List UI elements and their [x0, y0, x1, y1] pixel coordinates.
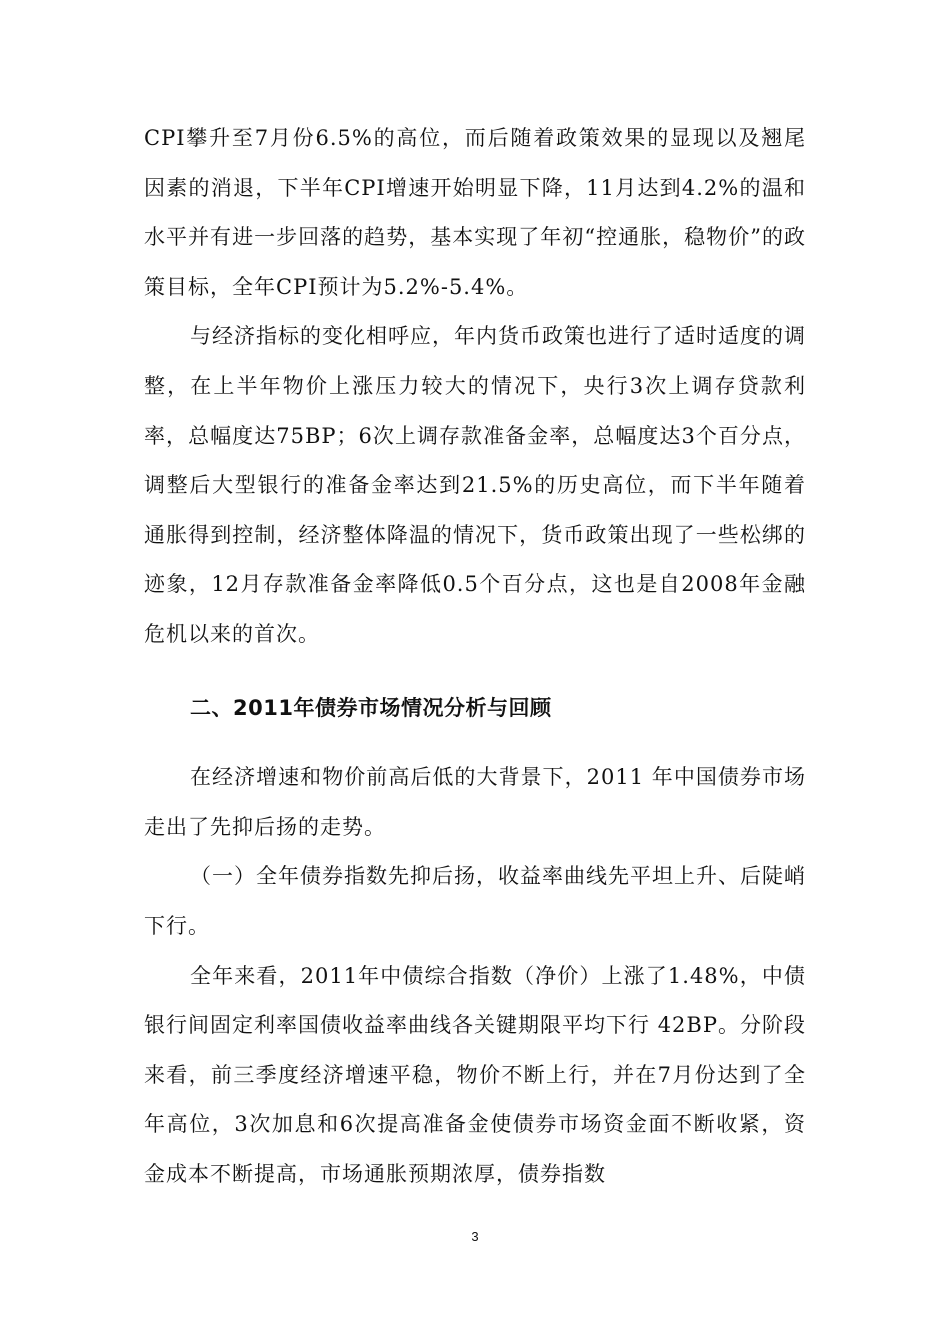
document-body — [144, 114, 806, 1199]
paragraph-market-overview: 在经济增速和物价前高后低的大背景下，2011 年中国债券市场走出了先抑后扬的走势。 — [144, 765, 806, 839]
section-heading: 二、2011年债券市场情况分析与回顾 — [190, 695, 552, 720]
paragraph-monetary-policy: 与经济指标的变化相呼应，年内货币政策也进行了适时适度的调整，在上半年物价上涨压力较大的情况下，央行3次上调存贷款利率，总幅度达75BP；6次上调存款准备金率，总幅度达3个百分点，调整后大型银行的准备金率达到21.5%的历史高位，而下半年随着通胀得到控制，经济整体降温的情况下，货币政策出现了一些松绑的迹象，12月存款准备金率降低0.5个百分点，这也是自2008年金融危机以来的首次。 — [144, 324, 806, 646]
page-number: 3 — [471, 1229, 479, 1244]
paragraph-cpi-trend: CPI攀升至7月份6.5%的高位，而后随着政策效果的显现以及翘尾因素的消退，下半年CPI增速开始明显下降，11月达到4.2%的温和水平并有进一步回落的趋势，基本实现了年初“控通胀，稳物价”的政策目标，全年CPI预计为5.2%-5.4%。 — [144, 126, 806, 299]
paragraph-annual-review: 全年来看，2011年中债综合指数（净价）上涨了1.48%，中债银行间固定利率国债收益率曲线各关键期限平均下行 42BP。分阶段来看，前三季度经济增速平稳，物价不断上行，并在7月份达到了全年高位，3次加息和6次提高准备金使债券市场资金面不断收紧，资金成本不断提高，市场通胀预期浓厚，债券指数 — [144, 963, 806, 1186]
paragraph-subheading-one: （一）全年债券指数先抑后扬，收益率曲线先平坦上升、后陡峭下行。 — [144, 864, 806, 938]
